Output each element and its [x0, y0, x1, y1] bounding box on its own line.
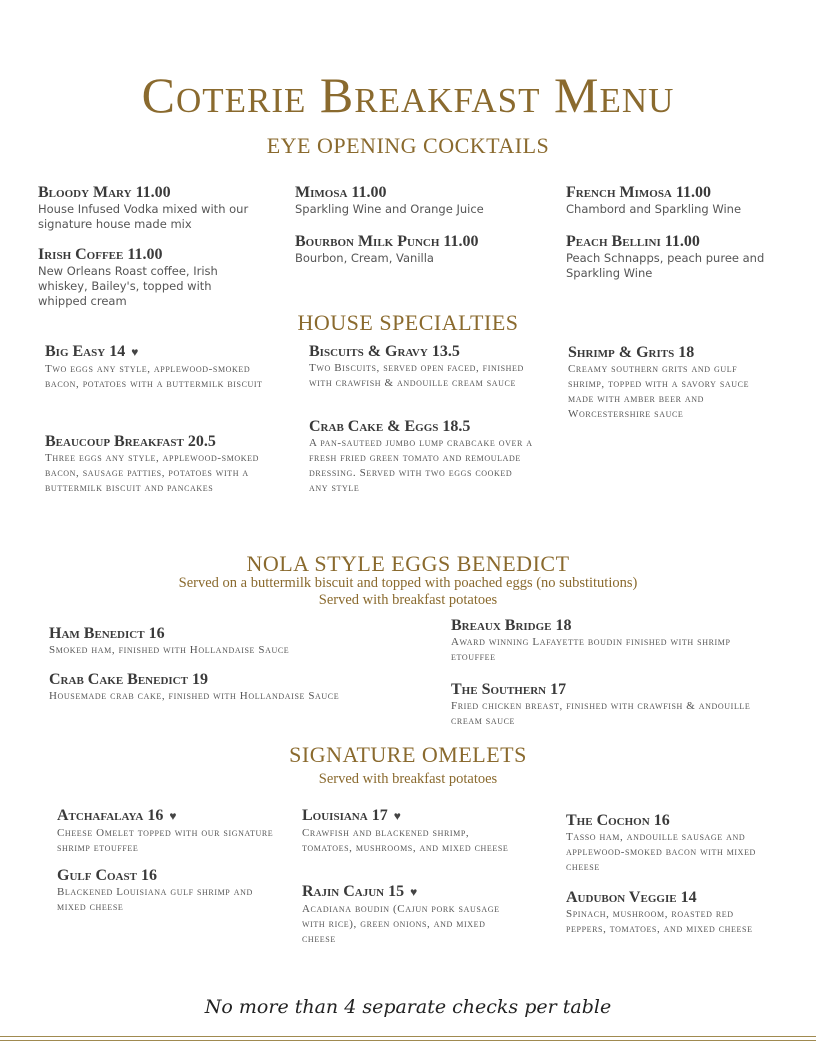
- menu-item-atchafalaya: [57, 806, 282, 856]
- menu-item-breaux-bridge: [451, 616, 771, 665]
- item-name: Bourbon Milk Punch: [295, 233, 440, 250]
- item-price: 11.00: [664, 233, 700, 250]
- item-name: Beaucoup Breakfast: [45, 433, 184, 450]
- item-price: 11.00: [135, 184, 171, 201]
- item-name: Ham Benedict: [49, 625, 145, 642]
- item-price: 17: [550, 681, 567, 698]
- item-name: French Mimosa: [566, 184, 672, 201]
- item-name: Audubon Veggie: [566, 889, 677, 906]
- item-name: The Southern: [451, 681, 547, 698]
- item-description: House Infused Vodka mixed with our signature house made mix: [38, 202, 249, 231]
- item-name: Crab Cake Benedict: [49, 671, 188, 688]
- item-price: 20.5: [187, 433, 216, 450]
- menu-item-ham-benedict: [49, 624, 399, 658]
- menu-item-crab-cake-eggs: [309, 417, 534, 496]
- menu-item-shrimp-grits: [568, 343, 773, 422]
- menu-item-the-cochon: [566, 811, 776, 875]
- item-description: Three eggs any style, applewood-smoked bacon, sausage patties, potatoes with a buttermilk biscuit and pancakes: [45, 452, 260, 494]
- item-name: Louisiana: [302, 807, 368, 824]
- menu-item-the-southern: [451, 680, 771, 729]
- item-price: 11.00: [443, 233, 479, 250]
- item-name: Bloody Mary: [38, 184, 132, 201]
- item-name: Biscuits & Gravy: [309, 343, 428, 360]
- item-price: 16: [653, 812, 670, 829]
- section-heading-benedict: NOLA STYLE EGGS BENEDICT: [246, 551, 570, 576]
- item-name: Crab Cake & Eggs: [309, 418, 439, 435]
- menu-item-french-mimosa: [566, 183, 786, 217]
- item-description: A pan-sauteed jumbo lump crabcake over a fresh fried green tomato and remoulade dressing. Served with two eggs cooked any style: [309, 437, 533, 494]
- item-name: Rajin Cajun: [302, 883, 385, 900]
- item-price: 18: [555, 617, 572, 634]
- section-note: Served with breakfast potatoes: [318, 771, 498, 787]
- item-price: 18: [678, 344, 695, 361]
- item-description: Award winning Lafayette boudin finished with shrimp etouffee: [451, 636, 731, 663]
- item-name: The Cochon: [566, 812, 650, 829]
- item-price: 15: [388, 883, 405, 900]
- section-note: Served with breakfast potatoes: [318, 592, 498, 608]
- item-price: 13.5: [431, 343, 460, 360]
- item-description: Fried chicken breast, finished with crawfish & andouille cream sauce: [451, 700, 751, 727]
- item-name: Peach Bellini: [566, 233, 661, 250]
- item-price: 16: [148, 625, 165, 642]
- item-name: Shrimp & Grits: [568, 344, 675, 361]
- menu-item-bloody-mary: [38, 183, 253, 232]
- item-name: Breaux Bridge: [451, 617, 552, 634]
- item-description: Bourbon, Cream, Vanilla: [295, 251, 434, 265]
- menu-item-mimosa: [295, 183, 535, 217]
- item-description: Cheese Omelet topped with our signature shrimp etouffee: [57, 827, 274, 854]
- item-price: 17: [371, 807, 388, 824]
- item-description: Sparkling Wine and Orange Juice: [295, 202, 484, 216]
- menu-item-big-easy: [45, 342, 265, 392]
- item-price: 19: [191, 671, 208, 688]
- item-price: 16: [140, 867, 157, 884]
- item-description: Two eggs any style, applewood-smoked bacon, potatoes with a buttermilk biscuit: [45, 363, 263, 390]
- menu-item-beaucoup-breakfast: [45, 432, 260, 496]
- item-description: Housemade crab cake, finished with Hollandaise Sauce: [49, 690, 340, 702]
- item-name: Big Easy: [45, 343, 106, 360]
- menu-item-louisiana: [302, 806, 522, 856]
- item-price: 11.00: [351, 184, 387, 201]
- item-name: Gulf Coast: [57, 867, 137, 884]
- item-description: Spinach, mushroom, roasted red peppers, tomatoes, and mixed cheese: [566, 908, 753, 935]
- section-heading-cocktails: EYE OPENING COCKTAILS: [266, 133, 550, 158]
- item-price: 18.5: [442, 418, 471, 435]
- item-description: Creamy southern grits and gulf shrimp, topped with a savory sauce made with amber beer and Worcestershire sauce: [568, 363, 750, 420]
- footer-divider: [0, 1036, 816, 1037]
- menu-title: Coterie Breakfast Menu: [141, 67, 675, 123]
- menu-item-biscuits-gravy: [309, 342, 534, 391]
- item-name: Mimosa: [295, 184, 348, 201]
- heart-icon: ♥: [393, 809, 401, 823]
- footer-divider: [0, 1040, 816, 1041]
- item-price: 11.00: [675, 184, 712, 201]
- heart-icon: ♥: [410, 885, 418, 899]
- item-description: Peach Schnapps, peach puree and Sparkling Wine: [566, 251, 765, 280]
- item-description: Chambord and Sparkling Wine: [566, 202, 742, 216]
- item-description: Crawfish and blackened shrimp, tomatoes, mushrooms, and mixed cheese: [302, 827, 509, 854]
- menu-item-crab-cake-benedict: [49, 670, 389, 704]
- heart-icon: ♥: [131, 345, 139, 359]
- menu-item-peach-bellini: [566, 232, 771, 281]
- menu-item-irish-coffee: [38, 245, 223, 309]
- item-name: Irish Coffee: [38, 246, 124, 263]
- menu-item-bourbon-milk-punch: [295, 232, 545, 266]
- item-description: Two Biscuits, served open faced, finished with crawfish & andouille cream sauce: [309, 362, 524, 389]
- item-price: 16: [147, 807, 164, 824]
- item-name: Atchafalaya: [57, 807, 144, 824]
- menu-item-gulf-coast: [57, 866, 257, 915]
- item-description: Tasso ham, andouille sausage and applewood-smoked bacon with mixed cheese: [566, 831, 756, 873]
- item-description: Blackened Louisiana gulf shrimp and mixed cheese: [57, 886, 253, 913]
- item-price: 14: [109, 343, 126, 360]
- item-description: New Orleans Roast coffee, Irish whiskey, Bailey's, topped with whipped cream: [38, 264, 218, 308]
- section-heading-specialties: HOUSE SPECIALTIES: [297, 310, 519, 335]
- item-description: Smoked ham, finished with Hollandaise Sauce: [49, 644, 290, 656]
- menu-item-rajin-cajun: [302, 882, 522, 947]
- section-note: Served on a buttermilk biscuit and topped with poached eggs (no substitutions): [178, 575, 638, 591]
- footer-note: No more than 4 separate checks per table: [204, 996, 612, 1018]
- menu-item-audubon-veggie: [566, 888, 776, 937]
- section-heading-omelets: SIGNATURE OMELETS: [289, 742, 527, 767]
- heart-icon: ♥: [169, 809, 177, 823]
- item-price: 14: [680, 889, 697, 906]
- item-price: 11.00: [127, 246, 163, 263]
- item-description: Acadiana boudin (Cajun pork sausage with rice), green onions, and mixed cheese: [302, 903, 500, 945]
